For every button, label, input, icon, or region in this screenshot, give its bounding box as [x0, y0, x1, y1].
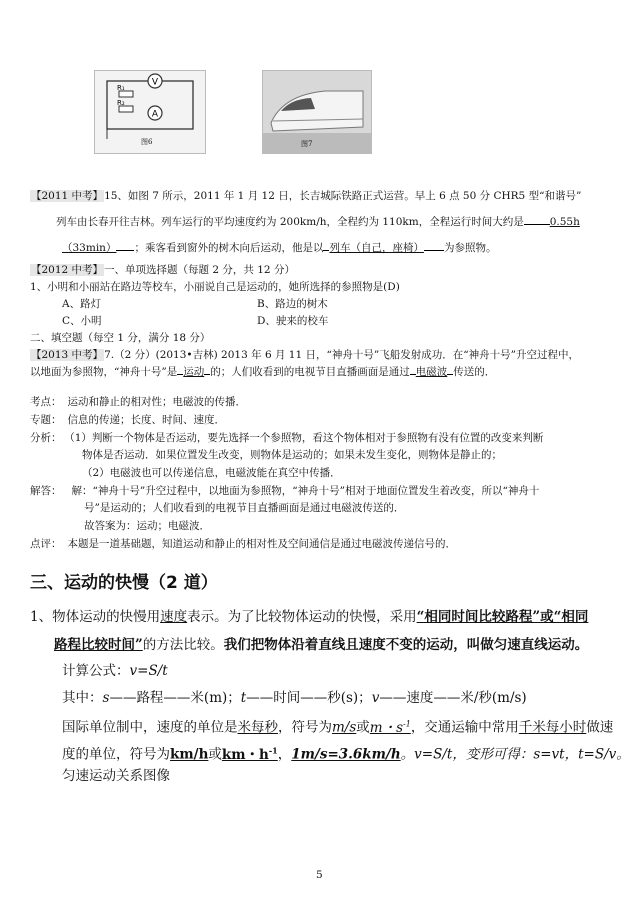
q2011-answer1: 0.55h — [549, 216, 580, 228]
r1-label: R₁ — [117, 84, 125, 92]
q2013-answer1: 运动 — [183, 366, 205, 378]
section3-para-line2: 路程比较时间”的方法比较。我们把物体沿着直线且速度不变的运动，叫做匀速直线运动。 — [54, 637, 589, 653]
q2013-line1: 【2013 中考】7.（2 分）(2013•吉林) 2013 年 6 月 11 日，“神舟十号”飞船发射成功．在“神舟十号”升空过程中， — [31, 349, 579, 361]
circuit-figure — [94, 70, 206, 154]
unit-conversion-line: 度的单位，符号为km/h或km・$h^{-1}$，1m/s=3.6km/h。v=S/t，变形可得：s=vt，t=S/v。 — [62, 745, 630, 763]
jieda-line3: 故答案为：运动；电磁波． — [84, 520, 210, 532]
train-figure — [262, 70, 372, 154]
q2011-line1: 【2011 中考】15、如图 7 所示，2011 年 1 月 12 日，长吉城际铁路正式运营。早上 6 点 50 分 CHR5 型“和谐号” — [31, 190, 582, 202]
formula-line: 计算公式：v=S/t — [62, 663, 168, 679]
zhuanti-row: 专题： 信息的传递；长度、时间、速度． — [30, 414, 225, 426]
section3-para-line1: 1、物体运动的快慢用速度表示。为了比较物体运动的快慢，采用“相同时间比较路程”或“相同 — [30, 609, 589, 625]
variables-line: 其中：s——路程——米(m)；t——时间——秒(s)；v——速度——米/秒(m/s) — [62, 690, 527, 706]
fig6-caption: 图6 — [141, 138, 153, 146]
q2011-tag: 【2011 中考】 — [31, 190, 104, 202]
speed-term: 速度 — [160, 609, 188, 625]
q2011-line2: 列车由长春开往吉林。列车运行的平均速度约为 200km/h，全程约为 110km，全程运行时间大约是 0.55h — [56, 216, 580, 228]
q2012-question: 1、小明和小丽站在路边等校车，小丽说自己是运动的，她所选择的参照物是(D) — [30, 281, 400, 293]
fenxi-line2: 物体是否运动．如果位置发生改变，则物体是运动的；如果未发生变化，则物体是静止的； — [82, 449, 502, 461]
q2013-answer2: 电磁波 — [415, 366, 448, 378]
fill-blank-heading: 二、填空题（每空 1 分，满分 18 分） — [30, 332, 211, 344]
q2013-tag: 【2013 中考】 — [31, 349, 104, 361]
q2013-line2: 以地面为参照物，“神舟十号”是 运动 的；人们收看到的电视节目直播画面是通过 电磁波 传送的． — [30, 366, 496, 378]
fenxi-line3: （2）电磁波也可以传递信息，电磁波能在真空中传播． — [82, 467, 341, 479]
q2012-option-b: B、路边的树木 — [257, 298, 328, 310]
q2012-option-a: A、路灯 — [62, 298, 102, 310]
page-number: 5 — [316, 869, 323, 881]
fig7-caption: 图7 — [301, 140, 313, 148]
q2012-option-c: C、小明 — [62, 315, 102, 327]
q2011-answer1b: （33min） — [62, 242, 117, 254]
ammeter-label: A — [151, 109, 159, 120]
jieda-row: 解答： 解：“神舟十号”升空过程中，以地面为参照物，“神舟十号”相对于地面位置发生着改变，所以“神舟十 — [30, 485, 540, 497]
q2012-option-d: D、驶来的校车 — [257, 315, 329, 327]
dianping-row: 点评： 本题是一道基础题，知道运动和静止的相对性及空间通信是通过电磁波传递信号的． — [30, 538, 456, 550]
compare-method: “相同时间比较路程”或“相同 — [416, 609, 589, 625]
kaodian-row: 考点： 运动和静止的相对性；电磁波的传播． — [30, 396, 246, 408]
q2012-tag: 【2012 中考】 — [31, 264, 104, 276]
train-photo-icon — [263, 71, 371, 153]
speed-formula: v=S/t — [129, 663, 168, 679]
uniform-motion-definition: 我们把物体沿着直线且速度不变的运动，叫做匀速直线运动。 — [223, 637, 589, 653]
q2012-heading-line: 【2012 中考】一、单项选择题（每题 2 分，共 12 分） — [31, 264, 295, 276]
si-unit-line: 国际单位制中，速度的单位是米每秒，符号为m/s或m・$s^{-1}$，交通运输中常用千米每小时做速 — [62, 719, 614, 736]
section3-heading: 三、运动的快慢（2 道） — [30, 573, 218, 593]
voltmeter-label: V — [151, 77, 159, 88]
q2011-line3: （33min） ；乘客看到窗外的树木向后运动，他是以 列车（自己，座椅） 为参照物。 — [62, 242, 497, 254]
jieda-line2: 号”是运动的；人们收看到的电视节目直播画面是通过电磁波传送的． — [84, 502, 405, 514]
q2011-answer2: 列车（自己，座椅） — [329, 242, 424, 254]
r2-label: R₂ — [117, 99, 125, 107]
fenxi-row: 分析： （1）判断一个物体是否运动，要先选择一个参照物，看这个物体相对于参照物有没有位置的改变来判断 — [30, 432, 544, 444]
graph-caption: 匀速运动关系图像 — [62, 768, 170, 784]
